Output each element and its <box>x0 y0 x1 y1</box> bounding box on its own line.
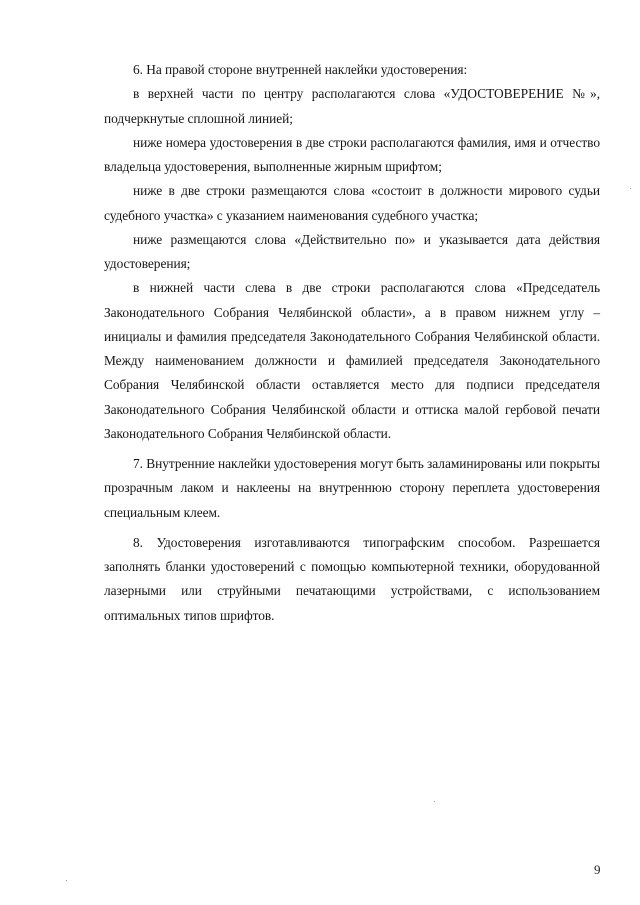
scan-speck <box>630 188 631 189</box>
scan-speck <box>434 801 435 802</box>
document-body <box>104 58 600 628</box>
paragraph-item-7-lamination: 7. Внутренние наклейки удостоверения могут быть заламинированы или покрыты прозрачным лаком и наклеены на внутреннюю сторону переплета удостоверения специальным клеем. <box>104 456 600 520</box>
paragraph-certificate-title: в верхней части по центру располагаются слова «УДОСТОВЕРЕНИЕ №», подчеркнутые сплошной линией; <box>104 86 600 126</box>
paragraph-validity: ниже размещаются слова «Действительно по» и указывается дата действия удостоверения; <box>104 231 600 271</box>
paragraph-item-8-printing: 8. Удостоверения изготавливаются типографским способом. Разрешается заполнять бланки удостоверений с помощью компьютерной техники, оборудованной лазерными или струйными печатающими устройствами, с использованием оптимальных типов шрифтов. <box>104 534 600 623</box>
paragraph-owner-name: ниже номера удостоверения в две строки располагаются фамилия, имя и отчество владельца удостоверения, выполненные жирным шрифтом; <box>104 134 600 174</box>
paragraph-position: ниже в две строки размещаются слова «состоит в должности мирового судьи судебного участка» с указанием наименования судебного участка; <box>104 183 600 223</box>
scan-speck <box>66 880 67 881</box>
paragraph-item-6-heading: 6. На правой стороне внутренней наклейки удостоверения: <box>133 62 468 77</box>
paragraph-chairman-signature: в нижней части слева в две строки располагаются слова «Председатель Законодательного Собрания Челябинской области», а в правом нижнем углу – инициалы и фамилия председателя Законодательного Собрания Челябинской области. Между наименованием должности и фамилией председателя Законодательного Собрания Челябинской области оставляется место для подписи председателя Законодательного Собрания Челябинской области и оттиска малой гербовой печати Законодательного Собрания Челябинской области. <box>104 280 600 441</box>
page-number: 9 <box>594 862 601 877</box>
